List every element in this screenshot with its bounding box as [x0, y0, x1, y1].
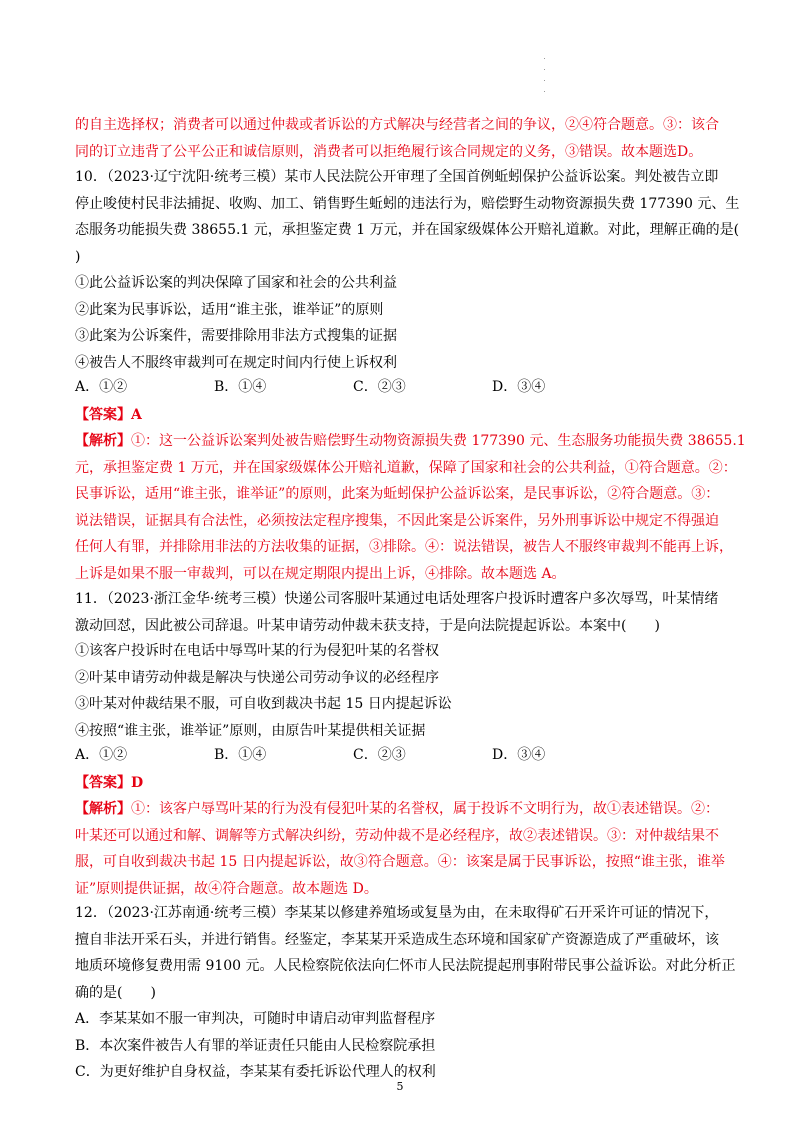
- text-line: 说法错误，证据具有合法性，必须按法定程序搜集，不因此案是公诉案件，另外刑事诉讼中规定不得强迫: [75, 512, 719, 529]
- text-line: 确的是( ): [75, 984, 156, 1001]
- option-c: C．②③: [353, 747, 406, 763]
- statement: ④按照“谁主张，谁举证”原则，由原告叶某提供相关证据: [75, 722, 426, 739]
- text-line: 同的订立违背了公平公正和诚信原则，消费者可以拒绝履行该合同规定的义务，③错误。故本题选D。: [75, 143, 703, 160]
- statement: ④被告人不服终审裁判可在规定时间内行使上诉权利: [75, 354, 397, 371]
- answer-tag: 【答案】: [75, 407, 131, 423]
- text-line: 服，可自收到裁决书起 15 日内提起诉讼，故③符合题意。④：该案是属于民事诉讼，按照“谁主张，谁举: [75, 854, 725, 870]
- option-c: C．为更好维护自身权益，李某某有委托诉讼代理人的权利: [75, 1064, 436, 1080]
- option-a: A．李某某如不服一审判决，可随时申请启动审判监督程序: [75, 1011, 436, 1027]
- text-line: 10．（2023·辽宁沈阳·统考三模）某市人民法院公开审理了全国首例蚯蚓保护公益诉讼案。判处被告立即: [75, 169, 719, 185]
- option-b: B．本次案件被告人有罪的举证责任只能由人民检察院承担: [75, 1037, 436, 1054]
- question-10-answer: [75, 402, 730, 429]
- text-line: 证”原则提供证据，故④符合题意。故本题选 D。: [75, 880, 378, 897]
- answer-value: A: [131, 407, 142, 423]
- analysis-tag: 【解析】: [75, 433, 131, 449]
- text-line: 激动回怼，因此被公司辞退。叶某申请劳动仲裁未获支持，于是向法院提起诉讼。本案中( ): [75, 617, 660, 634]
- text-line: 地质环境修复费用需 9100 元。人民检察院依法向仁怀市人民法院提起刑事附带民事公益诉讼。对此分析正: [75, 958, 736, 974]
- option-b: B．①④: [214, 379, 267, 395]
- option-a: A．①②: [75, 379, 128, 395]
- text-line: ①：该客户辱骂叶某的行为没有侵犯叶某的名誉权，属于投诉不文明行为，故①表述错误。②：: [131, 801, 719, 817]
- text-line: 任何人有罪，并排除用非法的方法收集的证据，③排除。④：说法错误，被告人不服终审裁判不能再上诉，: [75, 539, 733, 555]
- decorative-dots: [543, 58, 547, 108]
- question-10-analysis: [75, 428, 746, 587]
- option-b: B．①④: [214, 747, 267, 763]
- statement: ②叶某申请劳动仲裁是解决与快递公司劳动争议的必经程序: [75, 669, 439, 686]
- question-11-statements: [75, 638, 730, 744]
- statement: ①该客户投诉时在电话中辱骂叶某的行为侵犯叶某的名誉权: [75, 643, 439, 659]
- question-10-statements: [75, 270, 730, 376]
- statement: ②此案为民事诉讼，适用“谁主张，谁举证”的原则: [75, 301, 384, 318]
- text-line: 民事诉讼，适用“谁主张，谁举证”的原则，此案为蚯蚓保护公益诉讼案，是民事诉讼，②符合题意。③：: [75, 486, 720, 502]
- text-line: 11．（2023·浙江金华·统考三模）快递公司客服叶某通过电话处理客户投诉时遭客户多次辱骂，叶某情绪: [75, 591, 719, 607]
- text-line: 元，承担鉴定费 1 万元，并在国家级媒体公开赔礼道歉，保障了国家和社会的公共利益，①符合题意。②：: [75, 459, 737, 476]
- text-line: 12．（2023·江苏南通·统考三模）李某某以修建养殖场或复垦为由，在未取得矿石开采许可证的情况下，: [75, 905, 719, 921]
- question-11-options: [75, 744, 730, 770]
- answer-tag: 【答案】: [75, 775, 131, 791]
- question-11-answer: [75, 770, 730, 797]
- question-11-analysis: [75, 796, 730, 902]
- text-line: 上诉是如果不服一审裁判，可以在规定期限内提出上诉，④排除。故本题选 A。: [75, 565, 566, 582]
- text-line: 态服务功能损失费 38655.1 元，承担鉴定费 1 万元，并在国家级媒体公开赔礼道歉。对此，理解正确的是(: [75, 222, 740, 238]
- text-line: ①：这一公益诉讼案判处被告赔偿野生动物资源损失费 177390 元、生态服务功能损失费 38655.1: [131, 433, 746, 449]
- statement: ③叶某对仲裁结果不服，可自收到裁决书起 15 日内提起诉讼: [75, 696, 452, 712]
- option-d: D．③④: [492, 747, 546, 763]
- statement: ①此公益诉讼案的判决保障了国家和社会的公共利益: [75, 275, 397, 291]
- statement: ③此案为公诉案件，需要排除用非法方式搜集的证据: [75, 328, 397, 344]
- text-line: 叶某还可以通过和解、调解等方式解决纠纷，劳动仲裁不是必经程序，故②表述错误。③：对仲裁结果不: [75, 827, 719, 844]
- question-12-statements: [75, 1006, 730, 1086]
- previous-analysis-continuation: [75, 112, 730, 165]
- text-line: 的自主选择权；消费者可以通过仲裁或者诉讼的方式解决与经营者之间的争议，②④符合题意。③：该合: [75, 117, 719, 133]
- question-10-options: [75, 376, 730, 402]
- text-line: 擅自非法开采石头，并进行销售。经鉴定，李某某开采造成生态环境和国家矿产资源造成了严重破坏，该: [75, 931, 719, 948]
- answer-value: D: [131, 775, 144, 791]
- question-10-stem: [75, 164, 740, 270]
- page-number: 5: [396, 1080, 404, 1093]
- question-12-stem: [75, 900, 736, 1006]
- text-line: 停止唆使村民非法捕捉、收购、加工、销售野生蚯蚓的违法行为，赔偿野生动物资源损失费 177390 元、生: [75, 195, 740, 212]
- option-d: D．③④: [492, 379, 546, 395]
- option-a: A．①②: [75, 747, 128, 763]
- question-11-stem: [75, 586, 730, 639]
- text-line: ): [75, 248, 81, 265]
- analysis-tag: 【解析】: [75, 801, 131, 817]
- option-c: C．②③: [353, 379, 406, 395]
